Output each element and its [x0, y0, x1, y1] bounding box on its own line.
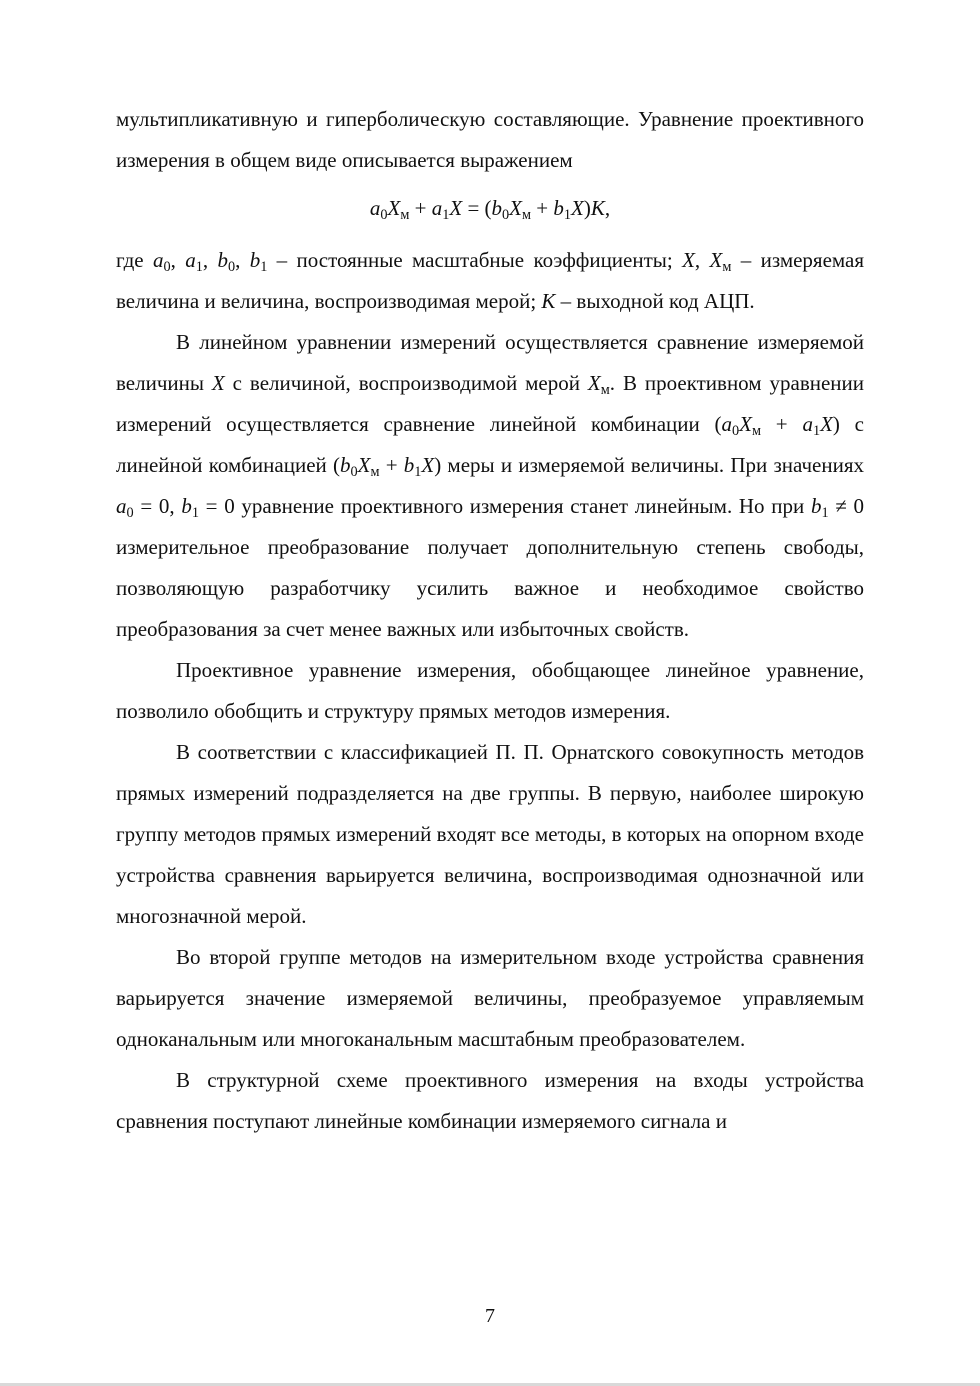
text-run: В соответствии с классификацией П. П. Орнатского совокупность методов прямых измерений подразделяется на две группы. В первую, наиболее широкую группу методов прямых измерений входят все методы, в которых на опорном входе устройства сравнения варьируется величина, воспроизводимая однозначной или многозначной мерой. — [116, 740, 864, 928]
text-run: ≠ 0 измерительное преобразование получает дополнительную степень свободы, позволяющую разработчику усилить важное и необходимое свойство преобразования за счет менее важных или избыточных свойств. — [116, 494, 864, 641]
text-run: мультипликативную и гиперболическую составляющие. Уравнение проективного измерения в общем виде описывается выражением — [116, 107, 864, 172]
paragraph — [116, 650, 864, 732]
text-run: 0 — [126, 505, 134, 521]
paragraph — [116, 732, 864, 937]
text-run: + — [379, 453, 404, 477]
text-run: 1 — [414, 464, 422, 480]
text-run: X — [387, 196, 401, 220]
text-run: , — [694, 248, 710, 272]
text-run: b — [249, 248, 261, 272]
text-run: a — [721, 412, 733, 436]
document-body — [116, 99, 864, 1142]
text-run: X — [571, 196, 584, 220]
text-run: где — [116, 248, 153, 272]
text-run: = 0, — [133, 494, 182, 518]
text-run: 1 — [563, 207, 572, 223]
text-run: 1 — [260, 259, 268, 275]
text-run: 0 — [732, 423, 740, 439]
text-run: , — [170, 248, 186, 272]
text-run: ) меры и измеряемой величины. При значениях — [434, 453, 864, 477]
text-run: b — [810, 494, 822, 518]
text-run: b — [217, 248, 228, 272]
text-run: – выходной код АЦП. — [555, 289, 755, 313]
paragraph — [116, 240, 864, 322]
text-run: a — [431, 196, 443, 220]
text-run: b — [491, 196, 503, 220]
text-run: X — [211, 371, 225, 395]
text-run: X — [820, 412, 833, 436]
text-run: b — [181, 494, 192, 518]
text-run: В линейном уравнении измерений осуществляется сравнение измеряемой величины — [116, 330, 864, 395]
text-run: – измеряемая величина и величина, воспроизводимая мерой; — [116, 248, 865, 313]
text-run: 1 — [821, 505, 829, 521]
text-run: м — [370, 464, 380, 480]
text-run: K — [541, 289, 556, 313]
text-run: 0 — [502, 207, 510, 223]
text-run: a — [152, 248, 164, 272]
text-run: 0 — [350, 464, 358, 480]
text-run: м — [522, 207, 532, 223]
text-run: . В проективном уравнении измерений осуществляется сравнение линейной комбинации ( — [116, 371, 865, 436]
text-run: Проективное уравнение измерения, обобщающее линейное уравнение, позволило обобщить и структуру прямых методов измерения. — [116, 658, 864, 723]
text-run: , — [202, 248, 218, 272]
text-run: 1 — [195, 259, 203, 275]
text-run: с величиной, воспроизводимой мерой — [224, 371, 588, 395]
text-run: 0 — [163, 259, 171, 275]
text-run: м — [400, 207, 410, 223]
text-run: X — [421, 453, 435, 477]
text-run: + — [531, 196, 554, 220]
text-run: X — [357, 453, 371, 477]
text-run: b — [339, 453, 351, 477]
text-run: X — [509, 196, 522, 220]
paragraph — [116, 322, 864, 650]
text-run: 1 — [191, 505, 199, 521]
text-run: X — [682, 248, 695, 272]
text-run: + — [761, 412, 803, 436]
text-run: = ( — [462, 196, 492, 220]
formula — [116, 188, 864, 229]
text-run: X — [587, 371, 601, 395]
text-run: , — [235, 248, 250, 272]
paragraph — [116, 937, 864, 1060]
text-run: a — [116, 494, 127, 518]
text-run: м — [751, 423, 762, 439]
text-run: м — [600, 382, 610, 398]
text-run: м — [722, 259, 732, 275]
paragraph — [116, 1060, 864, 1142]
text-run: K — [590, 196, 605, 220]
text-run: 0 — [227, 259, 236, 275]
text-run: b — [553, 196, 564, 220]
text-run: + — [409, 196, 432, 220]
text-run: a — [802, 412, 813, 436]
text-run: a — [185, 248, 196, 272]
text-run: В структурной схеме проективного измерения на входы устройства сравнения поступают линейные комбинации измеряемого сигнала и — [116, 1068, 864, 1133]
text-run: X — [449, 196, 463, 220]
text-run: b — [403, 453, 415, 477]
text-run: 1 — [442, 207, 450, 223]
text-run: – постоянные масштабные коэффициенты; — [267, 248, 683, 272]
text-run: ) — [583, 196, 591, 220]
text-run: ) с линейной комбинацией ( — [116, 412, 865, 477]
text-run: , — [604, 196, 611, 220]
text-run: = 0 уравнение проективного измерения станет линейным. Но при — [198, 494, 811, 518]
page-number: 7 — [485, 1305, 495, 1327]
text-run: Во второй группе методов на измерительном входе устройства сравнения варьируется значение измеряемой величины, преобразуемое управляемым одноканальным или многоканальным масштабным преобразователем. — [116, 945, 864, 1051]
text-run: 0 — [380, 207, 388, 223]
text-run: 1 — [812, 423, 821, 439]
text-run: X — [739, 412, 752, 436]
paragraph — [116, 99, 864, 181]
text-run: X — [709, 248, 723, 272]
text-run: a — [369, 196, 381, 220]
